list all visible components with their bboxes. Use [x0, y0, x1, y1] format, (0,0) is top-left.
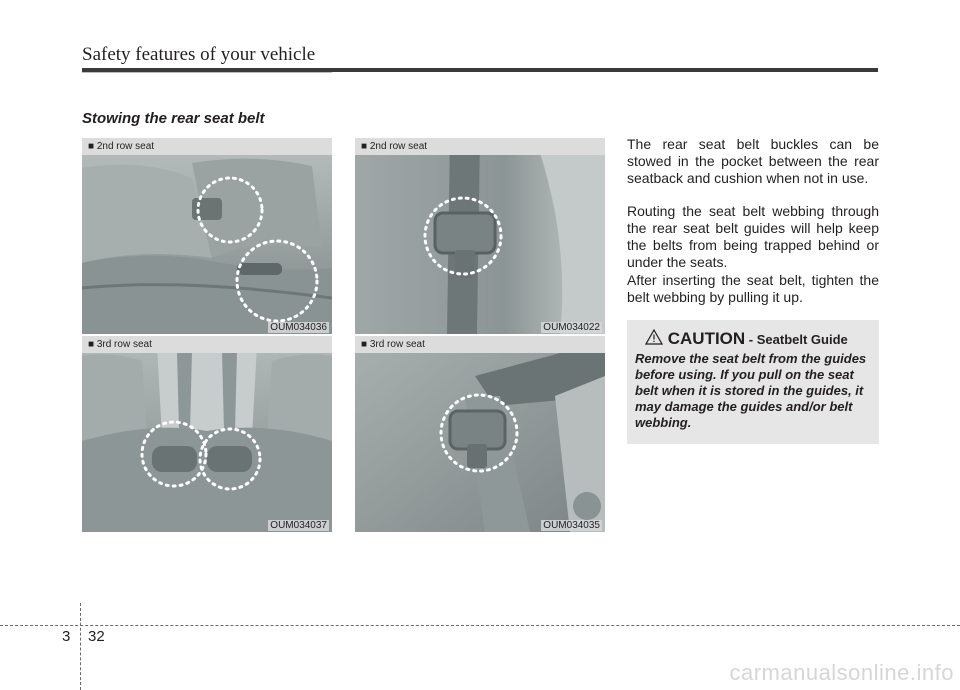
- caution-text: Remove the seat belt from the guides before using. If you pull on the seat belt when it is stored in the guides, it may damage the guides and/or belt webbing.: [635, 351, 867, 430]
- body-paragraph-1: The rear seat belt buckles can be stowed in the pocket between the rear seatback and cushion when not in use.: [627, 136, 879, 186]
- caution-label: CAUTION: [667, 329, 746, 348]
- photo-belt-guide: [355, 138, 605, 334]
- figure-caption: ■ 2nd row seat: [82, 138, 332, 155]
- photo-belt-guide-3rd: [355, 336, 605, 532]
- figure-caption: ■ 2nd row seat: [355, 138, 605, 155]
- figure-code: OUM034035: [543, 520, 600, 531]
- footer-vertical-divider: [80, 603, 81, 690]
- caution-box: [627, 320, 879, 444]
- figure-2nd-row-guide: [355, 138, 605, 334]
- figure-caption: ■ 3rd row seat: [355, 336, 605, 353]
- figure-3rd-row-pocket: [82, 336, 332, 532]
- figure-caption: ■ 3rd row seat: [82, 336, 332, 353]
- figure-3rd-row-guide: [355, 336, 605, 532]
- footer-divider: [0, 625, 960, 626]
- body-paragraph-2: Routing the seat belt webbing through the rear seat belt guides will help keep the belts from being trapped behind or under the seats.: [627, 203, 879, 270]
- body-paragraph-3: After inserting the seat belt, tighten the belt webbing by pulling it up.: [627, 272, 879, 305]
- warning-triangle-icon: [645, 329, 663, 345]
- figure-code: OUM034022: [543, 322, 600, 333]
- caution-heading: [645, 329, 848, 349]
- figure-code: OUM034037: [270, 520, 327, 531]
- photo-seat-buckles: [82, 336, 332, 532]
- figure-2nd-row-pocket: [82, 138, 332, 334]
- footer-section-number: 3: [62, 628, 71, 645]
- caution-subheading: - Seatbelt Guide: [745, 332, 848, 347]
- watermark: carmanualsonline.info: [729, 660, 954, 685]
- photo-seat-pocket: [82, 138, 332, 334]
- section-title: Stowing the rear seat belt: [82, 110, 265, 127]
- page-header-title: Safety features of your vehicle: [82, 44, 316, 65]
- footer-page-number: 32: [88, 628, 105, 645]
- header-rule-thin: [82, 72, 332, 73]
- figure-code: OUM034036: [270, 322, 327, 333]
